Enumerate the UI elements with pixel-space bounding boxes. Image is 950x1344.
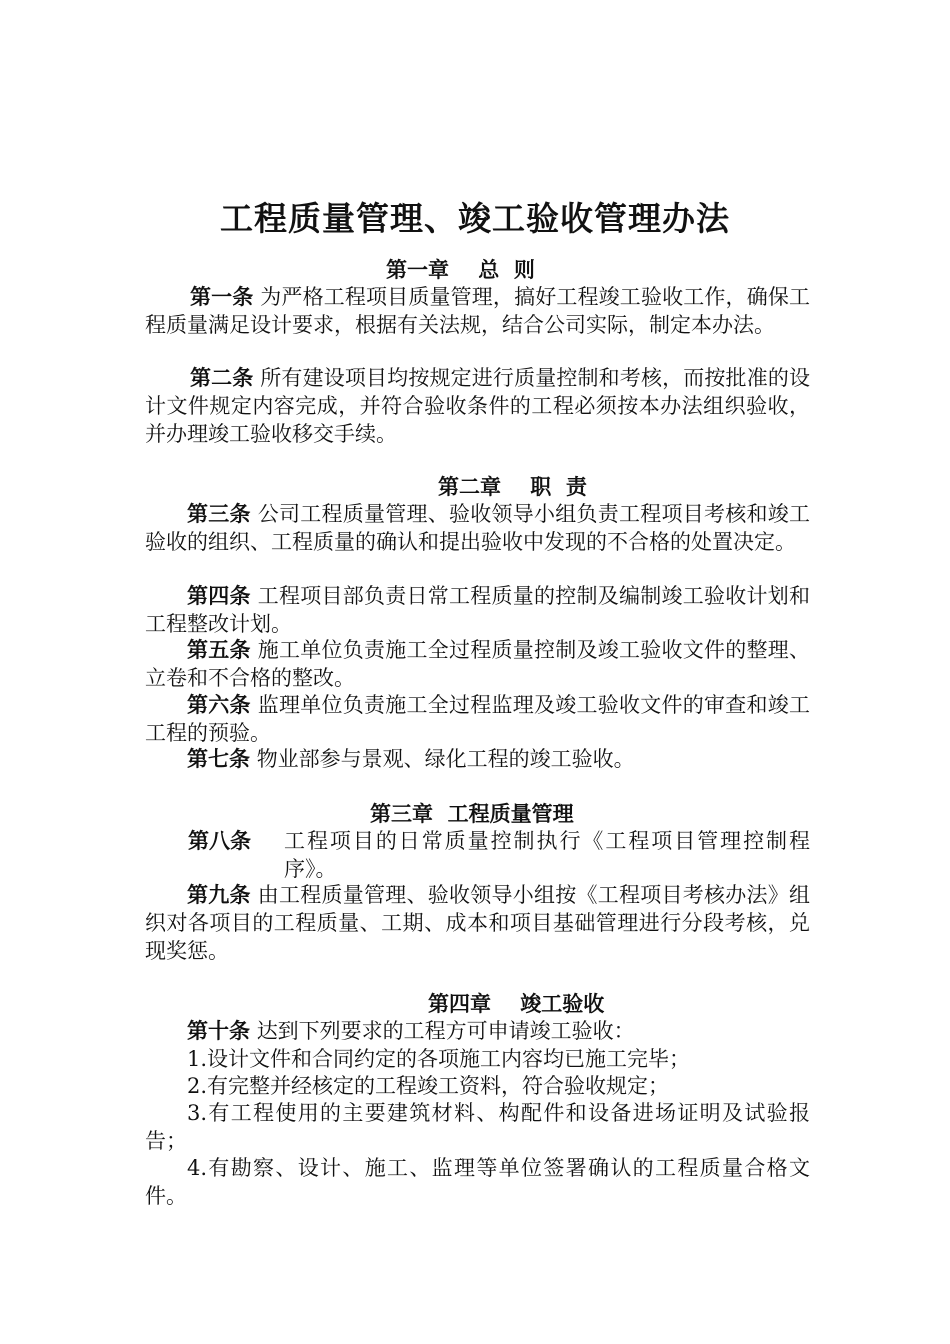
article-label: 第一条 <box>190 285 254 309</box>
chapter-heading: 第二章 职 责 <box>438 475 587 499</box>
article-paragraph <box>145 283 810 339</box>
article-paragraph <box>145 745 810 773</box>
article-text: 由工程质量管理、验收领导小组按《工程项目考核办法》组织对各项目的工程质量、工期、成本和项目基础管理进行分段考核，兑现奖惩。 <box>145 883 811 963</box>
list-item: 1.设计文件和合同约定的各项施工内容均已施工完毕； <box>187 1047 691 1071</box>
article-paragraph <box>145 691 810 747</box>
article-label: 第七条 <box>187 747 250 771</box>
list-item: 3.有工程使用的主要建筑材料、构配件和设备进场证明及试验报告； <box>145 1101 810 1153</box>
article-label: 第九条 <box>187 883 251 907</box>
document-title: 工程质量管理、竣工验收管理办法 <box>220 199 730 238</box>
list-item: 2.有完整并经核定的工程竣工资料，符合验收规定； <box>187 1074 670 1098</box>
article-paragraph <box>145 881 810 965</box>
article-text: 物业部参与景观、绿化工程的竣工验收。 <box>256 747 635 771</box>
article-paragraph <box>145 500 810 556</box>
chapter-heading: 第四章 竣工验收 <box>428 992 605 1016</box>
chapter-heading: 第三章 工程质量管理 <box>370 802 574 826</box>
article-text: 工程项目部负责日常工程质量的控制及编制竣工验收计划和工程整改计划。 <box>145 584 811 636</box>
article-text: 为严格工程项目质量管理，搞好工程竣工验收工作，确保工程质量满足设计要求，根据有关法规，结合公司实际，制定本办法。 <box>145 285 810 337</box>
article-label: 第六条 <box>187 693 251 717</box>
article-text: 监理单位负责施工全过程监理及竣工验收文件的审查和竣工工程的预验。 <box>145 693 811 745</box>
article-label: 第八条 <box>188 829 251 853</box>
article-text: 达到下列要求的工程方可申请竣工验收： <box>256 1019 635 1043</box>
chapter-heading: 第一章 总 则 <box>386 258 535 282</box>
article-text: 施工单位负责施工全过程质量控制及竣工验收文件的整理、立卷和不合格的整改。 <box>145 638 811 690</box>
article-paragraph <box>145 636 810 692</box>
article-label: 第三条 <box>187 502 251 526</box>
list-item: 4.有勘察、设计、施工、监理等单位签署确认的工程质量合格文件。 <box>145 1156 810 1208</box>
article-paragraph <box>145 582 810 638</box>
article-paragraph <box>145 364 810 448</box>
article-text: 所有建设项目均按规定进行质量控制和考核，而按批准的设计文件规定内容完成，并符合验收条件的工程必须按本办法组织验收，并办理竣工验收移交手续。 <box>145 366 810 446</box>
article-text: 工程项目的日常质量控制执行《工程项目管理控制程序》。 <box>284 829 810 881</box>
article-paragraph <box>145 1017 810 1045</box>
article-label: 第十条 <box>187 1019 250 1043</box>
article-paragraph <box>188 827 810 883</box>
article-text: 公司工程质量管理、验收领导小组负责工程项目考核和竣工验收的组织、工程质量的确认和提出验收中发现的不合格的处置决定。 <box>145 502 811 554</box>
article-label: 第二条 <box>190 366 254 390</box>
article-label: 第五条 <box>187 638 251 662</box>
article-label: 第四条 <box>187 584 251 608</box>
